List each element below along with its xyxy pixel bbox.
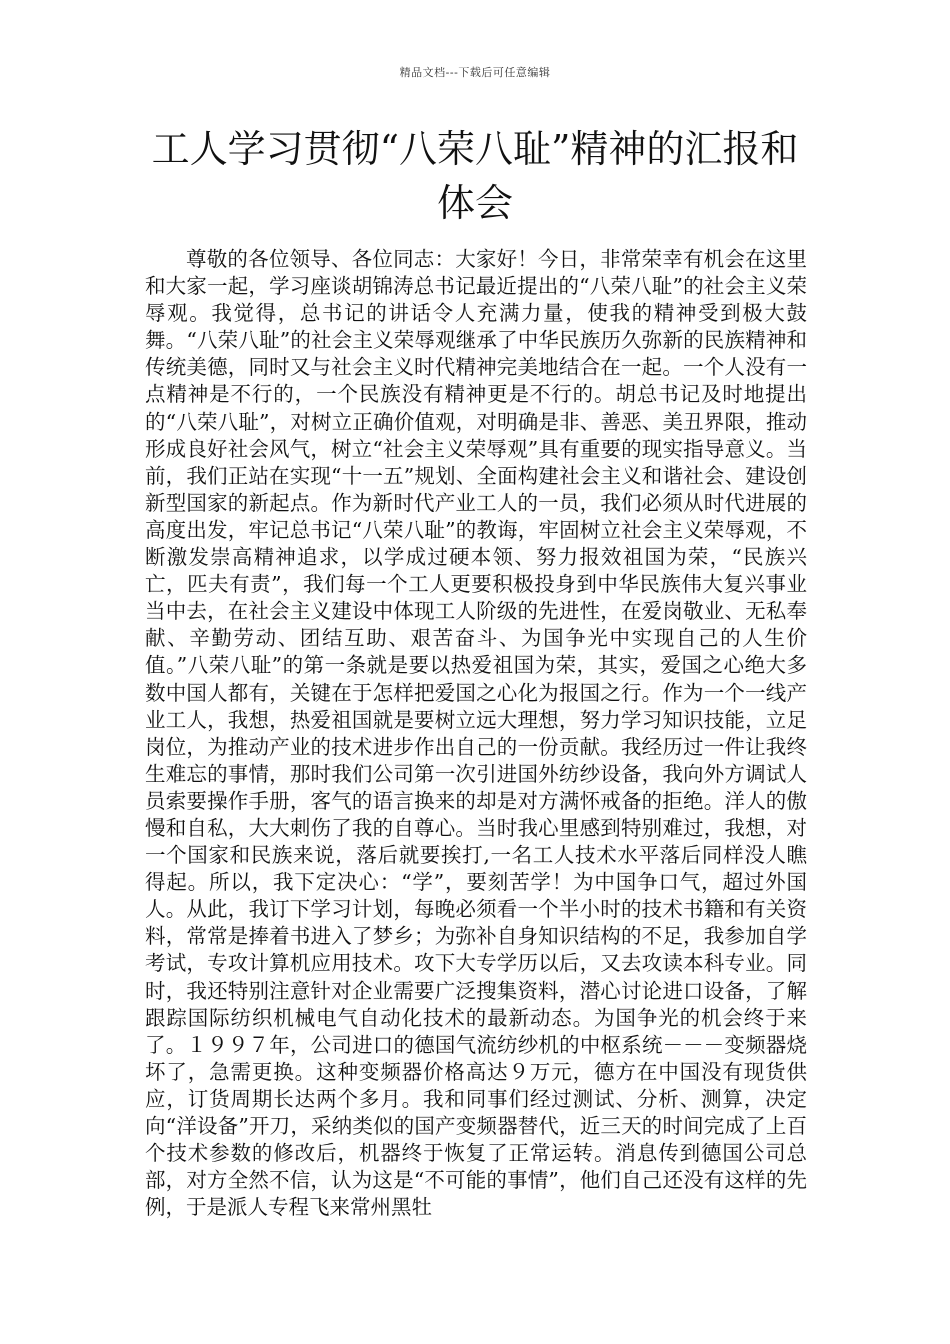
body-paragraph: 尊敬的各位领导、各位同志：大家好！今日，非常荣幸有机会在这里和大家一起，学习座谈胡锦涛总书记最近提出的“八荣八耻”的社会主义荣辱观。我觉得，总书记的讲话令人充满力量，使我的精神受到极大鼓舞。“八荣八耻”的社会主义荣辱观继承了中华民族历久弥新的民族精神和传统美德，同时又与社会主义时代精神完美地结合在一起。一个人没有一点精神是不行的，一个民族没有精神更是不行的。胡总书记及时地提出的“八荣八耻”，对树立正确价值观，对明确是非、善恶、美丑界限，推动形成良好社会风气，树立“社会主义荣辱观”具有重要的现实指导意义。当前，我们正站在实现“十一五”规划、全面构建社会主义和谐社会、建设创新型国家的新起点。作为新时代产业工人的一员，我们必须从时代进展的高度出发，牢记总书记“八荣八耻”的教诲，牢固树立社会主义荣辱观，不断激发崇高精神追求，以学成过硬本领、努力报效祖国为荣，“民族兴亡，匹夫有责”，我们每一个工人更要积极投身到中华民族伟大复兴事业当中去，在社会主义建设中体现工人阶级的先进性，在爱岗敬业、无私奉献、辛勤劳动、团结互助、艰苦奋斗、为国争光中实现自己的人生价值。”八荣八耻”的第一条就是要以热爱祖国为荣，其实，爱国之心绝大多数中国人都有，关键在于怎样把爱国之心化为报国之行。作为一个一线产业工人，我想，热爱祖国就是要树立远大理想，努力学习知识技能，立足岗位，为推动产业的技术进步作出自己的一份贡献。我经历过一件让我终生难忘的事情，那时我们公司第一次引进国外纺纱设备，我向外方调试人员索要操作手册，客气的语言换来的却是对方满怀戒备的拒绝。洋人的傲慢和自私，大大刺伤了我的自尊心。当时我心里感到特别难过，我想，对一个国家和民族来说，落后就要挨打,一名工人技术水平落后同样没人瞧得起。所以，我下定决心：“学”，要刻苦学！为中国争口气，超过外国人。从此，我订下学习计划，每晚必须看一个半小时的技术书籍和有关资料，常常是捧着书进入了梦乡；为弥补自身知识结构的不足，我参加自学考试，专攻计算机应用技术。攻下大专学历以后，又去攻读本科专业。同时，我还特别注意针对企业需要广泛搜集资料，潜心讨论进口设备，了解跟踪国际纺织机械电气自动化技术的最新动态。为国争光的机会终于来了。１９９７年，公司进口的德国气流纺纱机的中枢系统－－－变频器烧坏了，急需更换。这种变频器价格高达９万元，德方在中国没有现货供应，订货周期长达两个多月。我和同事们经过测试、分析、测算，决定向“洋设备”开刀，采纳类似的国产变频器替代，近三天的时间完成了上百个技术参数的修改后，机器终于恢复了正常运转。消息传到德国公司总部，对方全然不信，认为这是“不可能的事情”，他们自己还没有这样的先例，于是派人专程飞来常州黑牡 xyxy=(145,247,807,1220)
document-title: 工人学习贯彻“八荣八耻”精神的汇报和体会 xyxy=(151,127,799,225)
header-note: 精品文档---下载后可任意编辑 xyxy=(399,66,551,79)
